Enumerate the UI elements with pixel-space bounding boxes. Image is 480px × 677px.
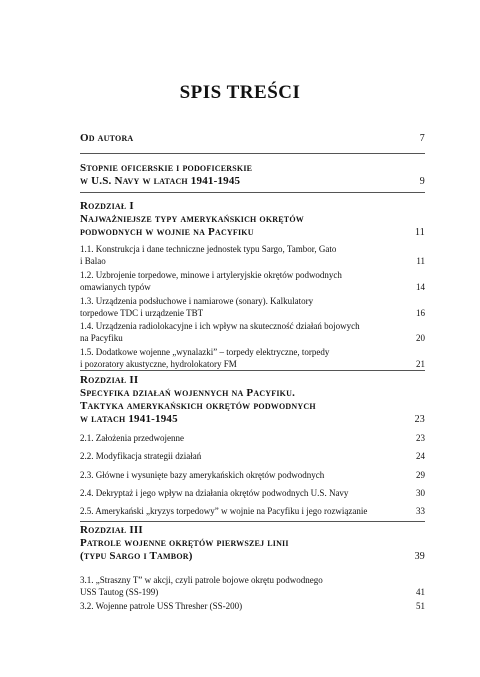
toc-entry-2-3[interactable] — [80, 469, 425, 481]
toc-entry-1-5[interactable] — [80, 346, 425, 370]
toc-entry-text: 1.5. Dodatkowe wojenne „wynalazki” – torpedy elektryczne, torpedy — [80, 347, 330, 357]
toc-page-number: 9 — [419, 176, 425, 187]
toc-entry-text: torpedowe TDC i urządzenie TBT — [80, 308, 204, 318]
toc-entry-text: 3.2. Wojenne patrole USS Thresher (SS-200) — [80, 601, 243, 611]
toc-entry-2-4[interactable] — [80, 487, 425, 499]
chapter-label: Rozdział II — [80, 374, 139, 386]
toc-entry-text: w latach 1941-1945 — [80, 413, 178, 425]
toc-chapter-3[interactable] — [80, 524, 425, 563]
toc-page-number: 30 — [416, 488, 425, 498]
toc-page-number: 14 — [416, 282, 425, 292]
section-divider — [80, 192, 425, 193]
toc-page-number: 23 — [416, 433, 425, 443]
toc-entry-text: podwodnych w wojnie na Pacyfiku — [80, 226, 254, 238]
toc-entry-text: 1.2. Uzbrojenie torpedowe, minowe i artyleryjskie okrętów podwodnych — [80, 270, 342, 280]
toc-entry-text: 1.1. Konstrukcja i dane techniczne jednostek typu Sargo, Tambor, Gato — [80, 244, 337, 254]
section-divider — [80, 521, 425, 522]
toc-entry-text: w U.S. Navy w latach 1941-1945 — [80, 175, 241, 187]
toc-entry-text: i Balao — [80, 256, 106, 266]
toc-entry-text: 2.5. Amerykański „kryzys torpedowy” w wojnie na Pacyfiku i jego rozwiązanie — [80, 506, 368, 516]
section-divider — [80, 370, 425, 371]
toc-entry-text: Stopnie oficerskie i podoficerskie — [80, 162, 253, 174]
toc-entry-text: 2.1. Założenia przedwojenne — [80, 433, 184, 443]
toc-entry-text: 2.2. Modyfikacja strategii działań — [80, 451, 202, 461]
page-title: SPIS TREŚCI — [179, 82, 301, 103]
toc-entry-text: 3.1. „Straszny T” w akcji, czyli patrole bojowe okrętu podwodnego — [80, 575, 323, 585]
toc-chapter-2[interactable] — [80, 374, 425, 426]
toc-entry-2-5[interactable] — [80, 505, 425, 517]
toc-entry-1-4[interactable] — [80, 320, 425, 344]
toc-entry-text: omawianych typów — [80, 282, 151, 292]
toc-entry-2-1[interactable] — [80, 432, 425, 444]
toc-page-number: 33 — [416, 506, 425, 516]
toc-page-number: 7 — [419, 133, 425, 144]
toc-page-number: 11 — [414, 227, 425, 238]
toc-entry-text: USS Tautog (SS-199) — [80, 587, 159, 597]
section-divider — [80, 153, 425, 154]
toc-page-number: 16 — [416, 308, 425, 318]
toc-page-number: 21 — [416, 359, 425, 369]
toc-entry-ranks[interactable] — [80, 162, 425, 188]
toc-chapter-1[interactable] — [80, 200, 425, 239]
toc-entry-3-1[interactable] — [80, 574, 425, 598]
toc-page-number: 39 — [414, 551, 425, 562]
toc-entry-text: 2.3. Główne i wysunięte bazy amerykańskich okrętów podwodnych — [80, 470, 325, 480]
toc-entry-author[interactable] — [80, 132, 425, 145]
toc-page-number: 23 — [414, 414, 425, 425]
toc-page-number: 20 — [416, 333, 425, 343]
toc-entry-text: Od autora — [80, 132, 134, 144]
toc-entry-text: Specyfika działań wojennych na Pacyfiku. — [80, 387, 296, 399]
toc-entry-1-3[interactable] — [80, 295, 425, 319]
toc-entry-text: na Pacyfiku — [80, 333, 123, 343]
toc-entry-text: Taktyka amerykańskich okrętów podwodnych — [80, 400, 316, 412]
toc-entry-text: (typu Sargo i Tambor) — [80, 550, 193, 562]
toc-entry-text: 2.4. Dekryptaż i jego wpływ na działania okrętów podwodnych U.S. Navy — [80, 488, 349, 498]
toc-page-number: 29 — [416, 470, 425, 480]
toc-page-number: 41 — [416, 587, 425, 597]
toc-page-number: 11 — [416, 256, 425, 266]
toc-entry-2-2[interactable] — [80, 450, 425, 462]
toc-entry-1-2[interactable] — [80, 269, 425, 293]
toc-entry-1-1[interactable] — [80, 243, 425, 267]
toc-entry-text: Najważniejsze typy amerykańskich okrętów — [80, 213, 304, 225]
toc-page-number: 24 — [416, 451, 425, 461]
toc-entry-text: Patrole wojenne okrętów pierwszej linii — [80, 537, 289, 549]
toc-page-number: 51 — [416, 601, 425, 611]
toc-entry-text: i pozoratory akustyczne, hydrolokatory FM — [80, 359, 237, 369]
toc-entry-text: 1.3. Urządzenia podsłuchowe i namiarowe (sonary). Kalkulatory — [80, 296, 314, 306]
toc-entry-3-2[interactable] — [80, 600, 425, 612]
chapter-label: Rozdział I — [80, 200, 134, 212]
toc-entry-text: 1.4. Urządzenia radiolokacyjne i ich wpływ na skuteczność działań bojowych — [80, 321, 360, 331]
chapter-label: Rozdział III — [80, 524, 143, 536]
